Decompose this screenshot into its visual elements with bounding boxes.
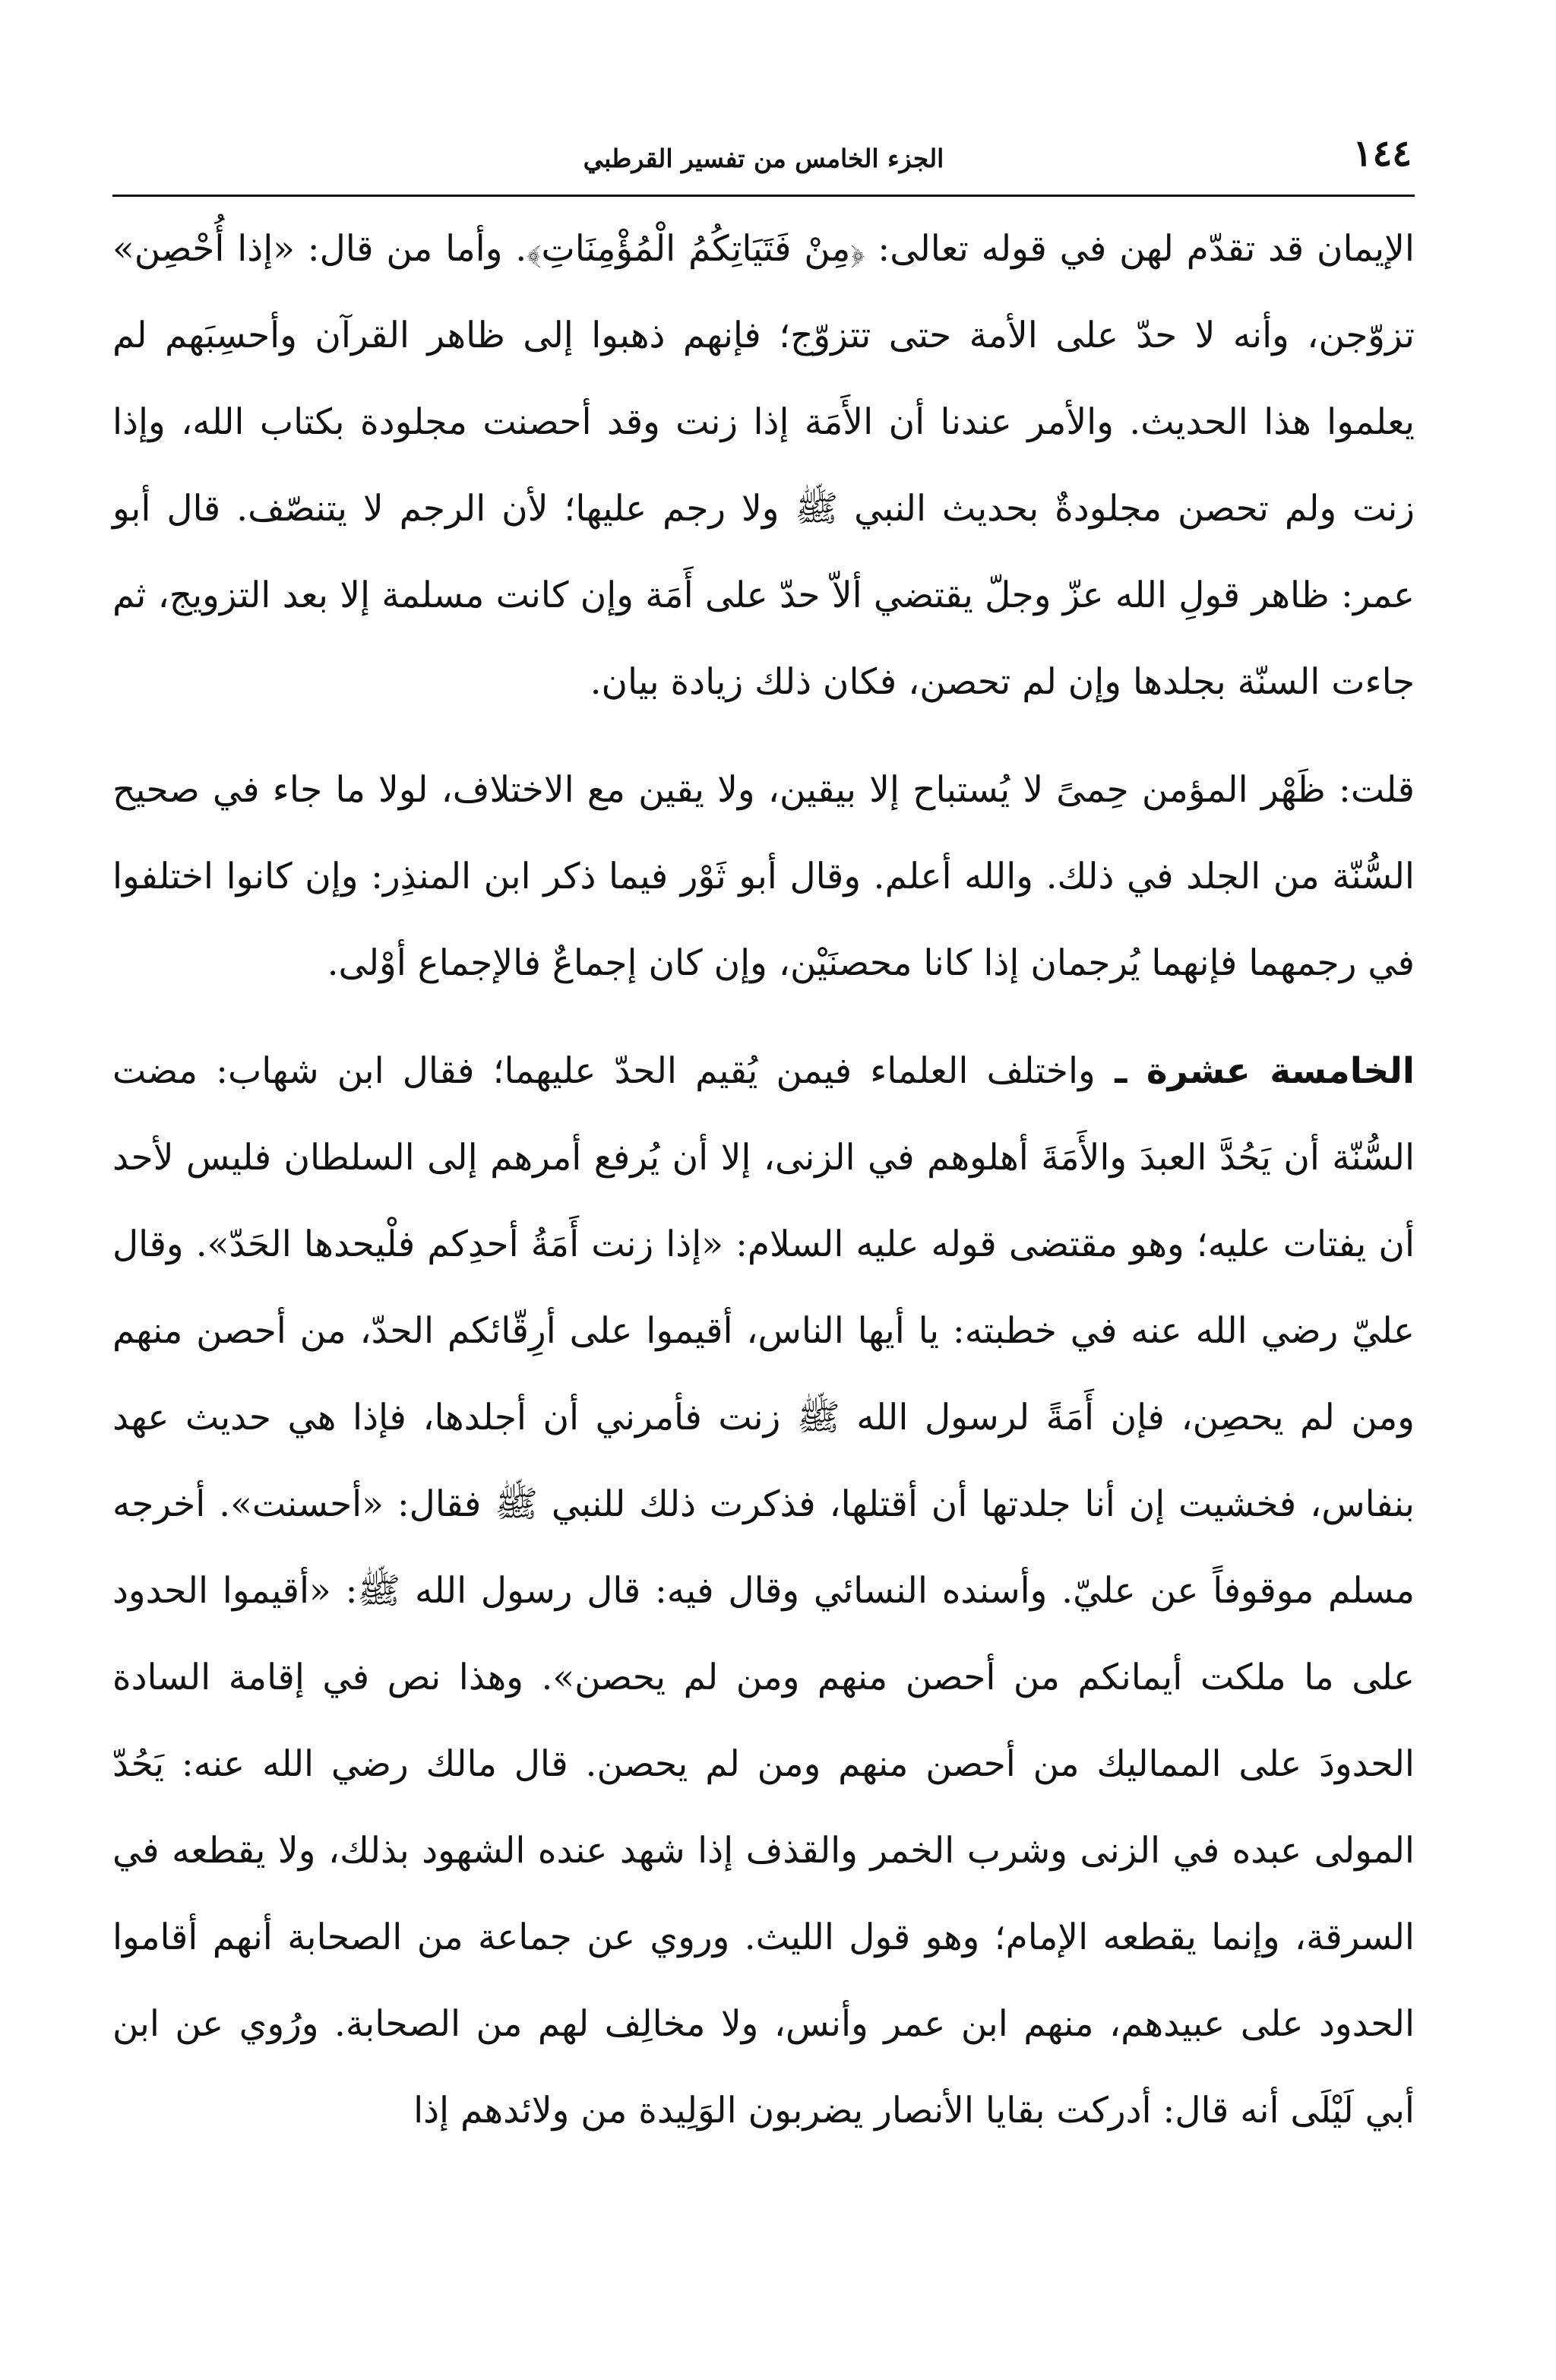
page-number: ١٤٤ xyxy=(1352,132,1412,175)
paragraph-text: الإيمان قد تقدّم لهن في قوله تعالى: ﴿مِنْ فَتَيَاتِكُمُ الْمُؤْمِنَاتِ﴾. وأما من قال: «إذا أُحْصِن» تزوّجن، وأنه لا حدّ على الأمة حتى تتزوّج؛ فإنهم ذهبوا إلى ظاهر القرآن وأحسِبَهم لم يعلموا هذا الحديث. والأمر عندنا أن الأَمَة إذا زنت وقد أحصنت مجلودة بكتاب الله، وإذا زنت ولم تحصن مجلودةٌ بحديث النبي ﷺ ولا رجم عليها؛ لأن الرجم لا يتنصّف. قال أبو عمر: ظاهر قولِ الله عزّ وجلّ يقتضي ألاّ حدّ على أَمَة وإن كانت مسلمة إلا بعد التزويج، ثم جاءت السنّة بجلدها وإن لم تحصن، فكان ذلك زيادة بيان. xyxy=(112,228,1415,703)
paragraph-text: واختلف العلماء فيمن يُقيم الحدّ عليهما؛ فقال ابن شهاب: مضت السُّنّة أن يَحُدَّ العبدَ والأَمَةَ أهلوهم في الزنى، إلا أن يُرفع أمرهم إلى السلطان فليس لأحد أن يفتات عليه؛ وهو مقتضى قوله عليه السلام: «إذا زنت أَمَةُ أحدِكم فلْيحدها الحَدّ». وقال عليّ رضي الله عنه في خطبته: يا أيها الناس، أقيموا على أرِقّائكم الحدّ، من أحصن منهم ومن لم يحصِن، فإن أَمَةً لرسول الله ﷺ زنت فأمرني أن أجلدها، فإذا هي حديث عهد بنفاس، فخشيت إن أنا جلدتها أن أقتلها، فذكرت ذلك للنبي ﷺ فقال: «أحسنت». أخرجه مسلم موقوفاً عن عليّ. وأسنده النسائي وقال فيه: قال رسول الله ﷺ: «أقيموا الحدود على ما ملكت أيمانكم من أحصن منهم ومن لم يحصن». وهذا نص في إقامة السادة الحدودَ على المماليك من أحصن منهم ومن لم يحصن. قال مالك رضي الله عنه: يَحُدّ المولى عبده في الزنى وشرب الخمر والقذف إذا شهد عنده الشهود بذلك، ولا يقطعه في السرقة، وإنما يقطعه الإمام؛ وهو قول الليث. وروي عن جماعة من الصحابة أنهم أقاموا الحدود على عبيدهم، منهم ابن عمر وأنس، ولا مخالِف لهم من الصحابة. ورُوي عن ابن أبي لَيْلَى أنه قال: أدركت بقايا الأنصار يضربون الوَلِيدة من ولائدهم إذا xyxy=(112,1050,1415,2132)
paragraph-1 xyxy=(112,206,1415,726)
page-header xyxy=(112,129,1415,197)
running-head: الجزء الخامس من تفسير القرطبي xyxy=(583,144,944,173)
paragraph-3 xyxy=(112,1028,1415,2154)
section-lead: الخامسة عشرة ـ xyxy=(1095,1050,1415,1092)
paragraph-2 xyxy=(112,747,1415,1007)
page-body xyxy=(112,206,1415,2154)
paragraph-text: قلت: ظَهْر المؤمن حِمىً لا يُستباح إلا بيقين، ولا يقين مع الاختلاف، لولا ما جاء في صحيح السُّنّة من الجلد في ذلك. والله أعلم. وقال أبو ثَوْر فيما ذكر ابن المنذِر: وإن كانوا اختلفوا في رجمهما فإنهما يُرجمان إذا كانا محصنَيْن، وإن كان إجماعٌ فالإجماع أوْلى. xyxy=(112,769,1415,984)
